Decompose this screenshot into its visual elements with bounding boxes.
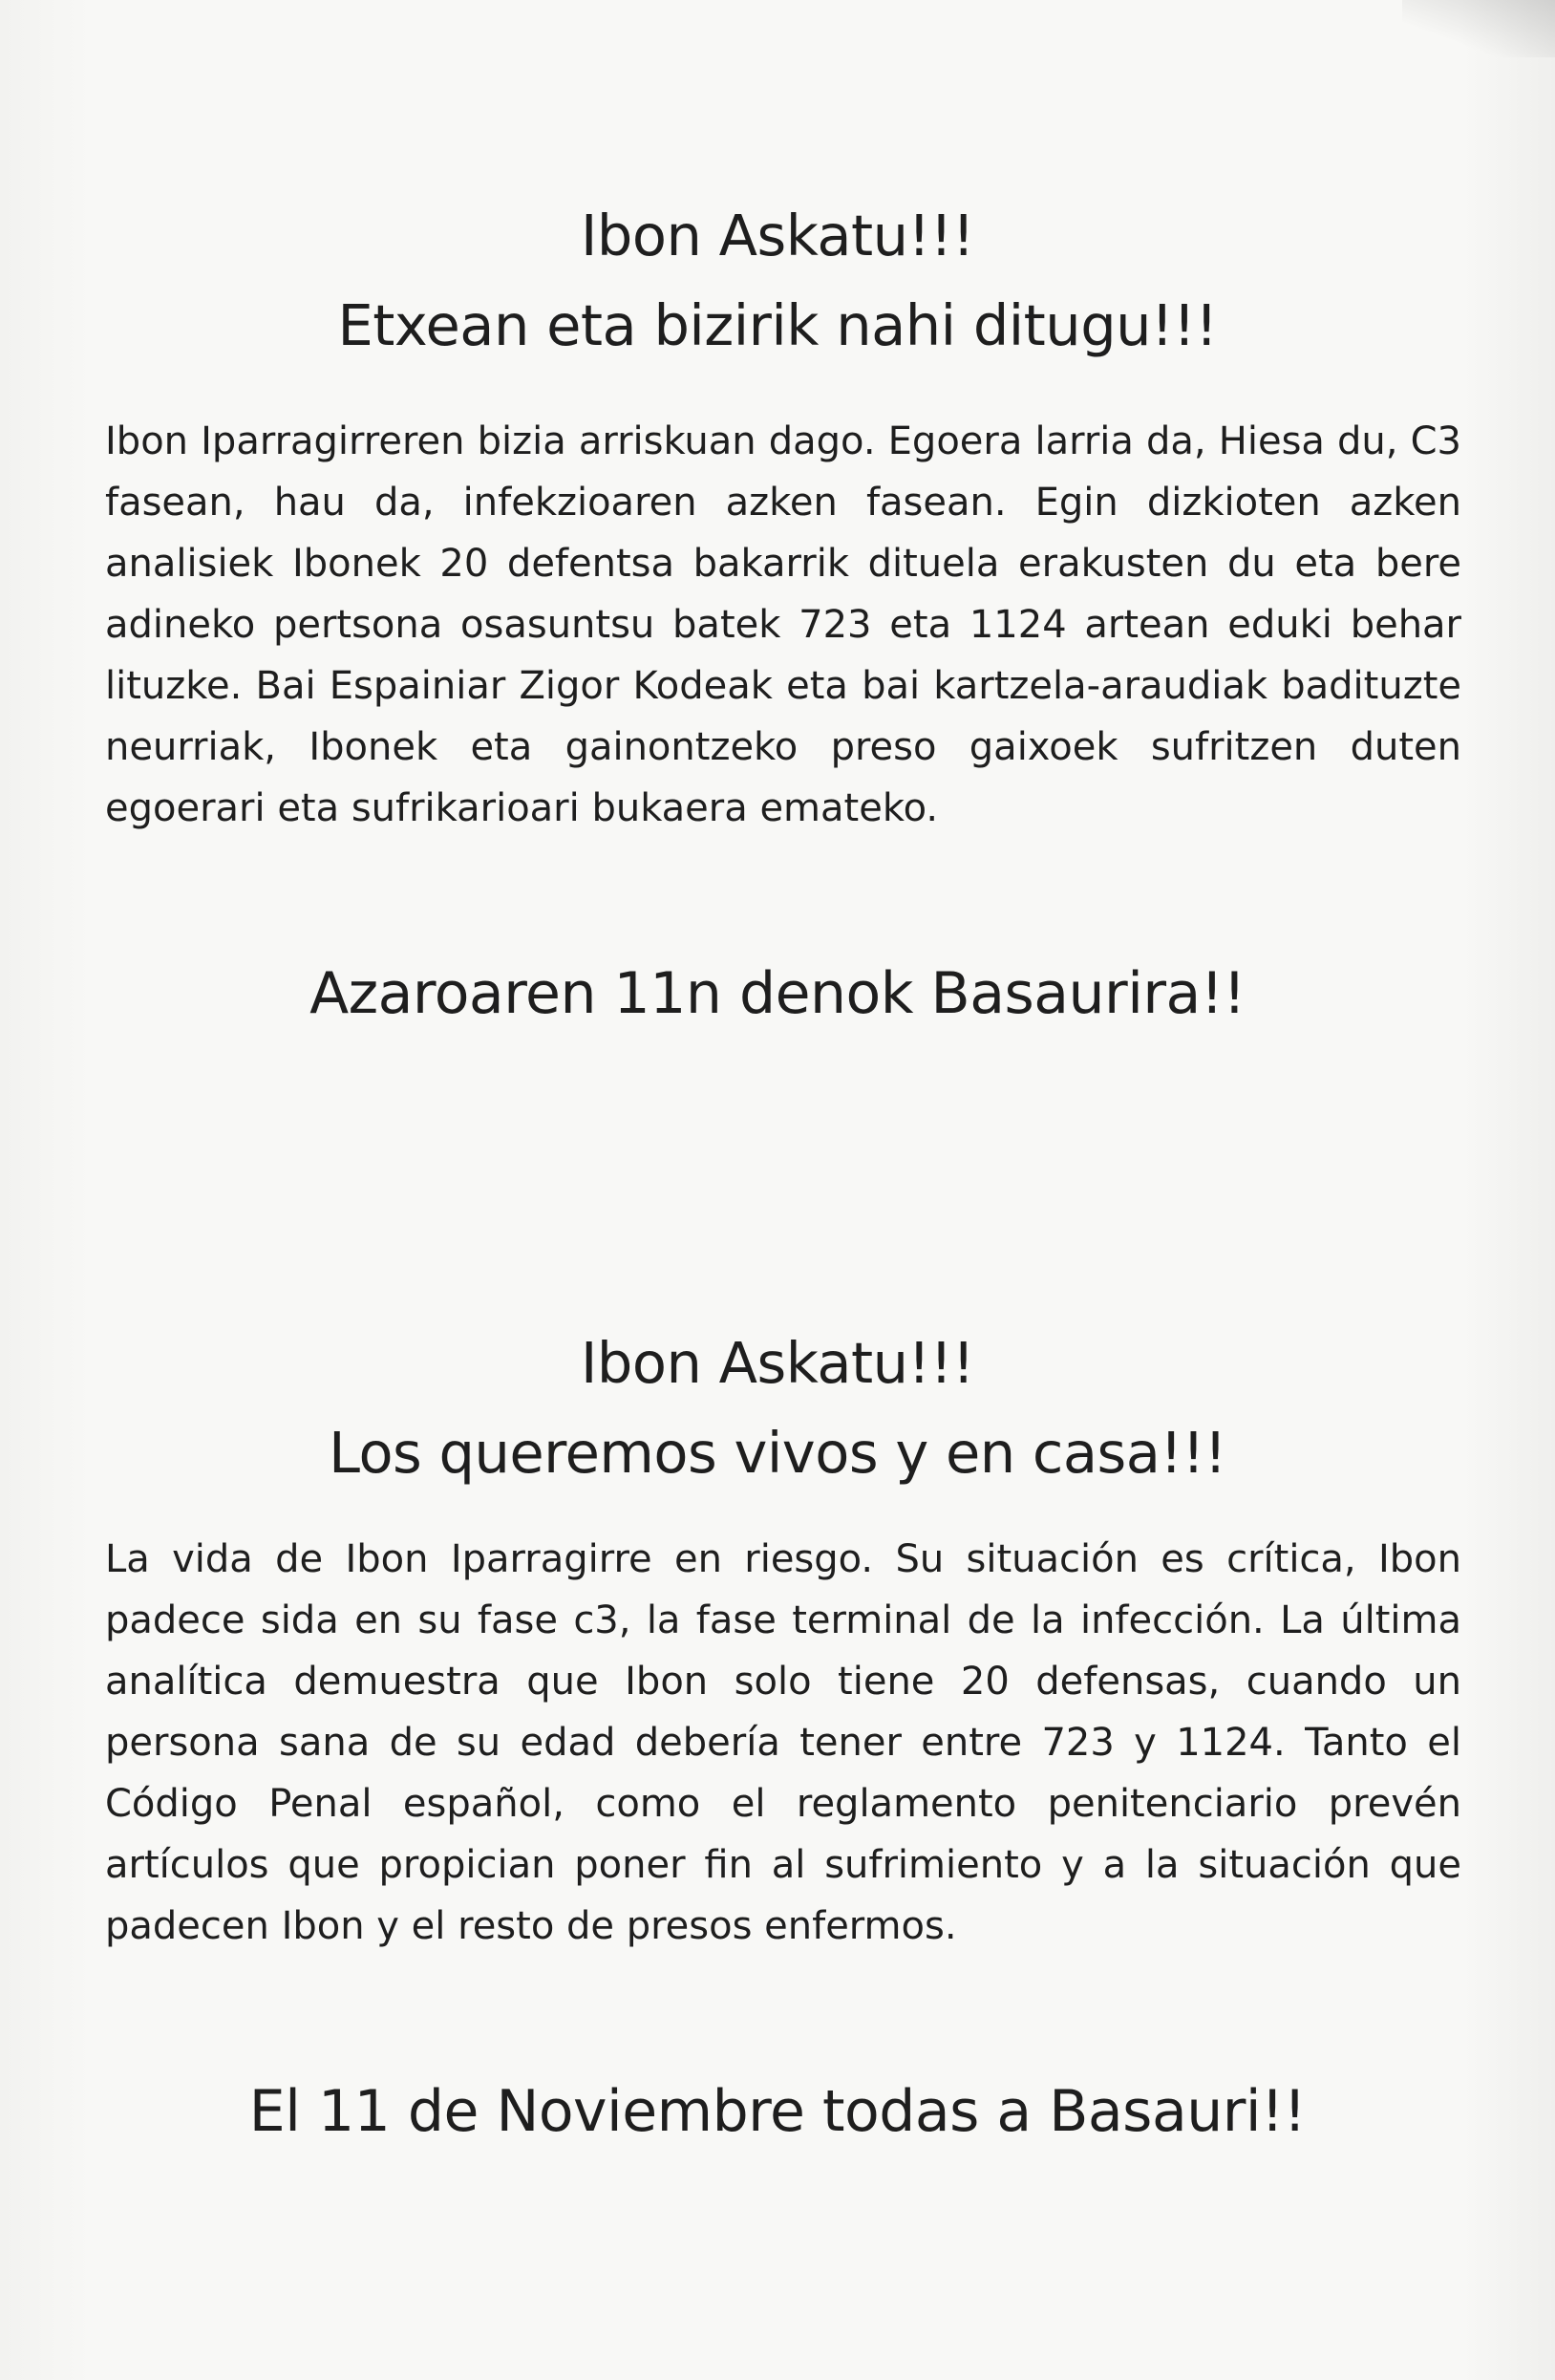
basque-headline-2: Etxean eta bizirik nahi ditugu!!! xyxy=(337,292,1218,358)
spanish-headline-1: Ibon Askatu!!! xyxy=(581,1330,974,1396)
basque-call-to-action: Azaroaren 11n denok Basaurira!! xyxy=(309,960,1246,1027)
basque-section xyxy=(0,191,1555,1027)
basque-body-paragraph: Ibon Iparragirreren bizia arriskuan dago. Egoera larria da, Hiesa du, C3 fasean, hau da, infekzioaren azken fasean. Egin dizkioten azken analisiek Ibonek 20 defentsa bakarrik dituela erakusten du eta bere adineko pertsona osasuntsu batek 723 eta 1124 artean eduki behar lituzke. Bai Espainiar Zigor Kodeak eta bai kartzela-araudiak badituzte neurriak, Ibonek eta gainontzeko preso gaixoek sufritzen duten egoerari eta sufrikarioari bukaera emateko. xyxy=(105,419,1461,830)
spanish-headline-2: Los queremos vivos y en casa!!! xyxy=(329,1420,1226,1486)
spanish-call-to-action: El 11 de Noviembre todas a Basauri!! xyxy=(248,2078,1307,2145)
paper-corner-shadow xyxy=(1402,0,1555,57)
spanish-section xyxy=(0,1319,1555,2145)
basque-headline-1: Ibon Askatu!!! xyxy=(581,203,974,268)
spanish-body-paragraph: La vida de Ibon Iparragirre en riesgo. Su situación es crítica, Ibon padece sida en su fase c3, la fase terminal de la infección. La última analítica demuestra que Ibon solo tiene 20 defensas, cuando un persona sana de su edad debería tener entre 723 y 1124. Tanto el Código Penal español, como el reglamento penitenciario prevén artículos que propician poner fin al sufrimiento y a la situación que padecen Ibon y el resto de presos enfermos. xyxy=(105,1537,1461,1948)
